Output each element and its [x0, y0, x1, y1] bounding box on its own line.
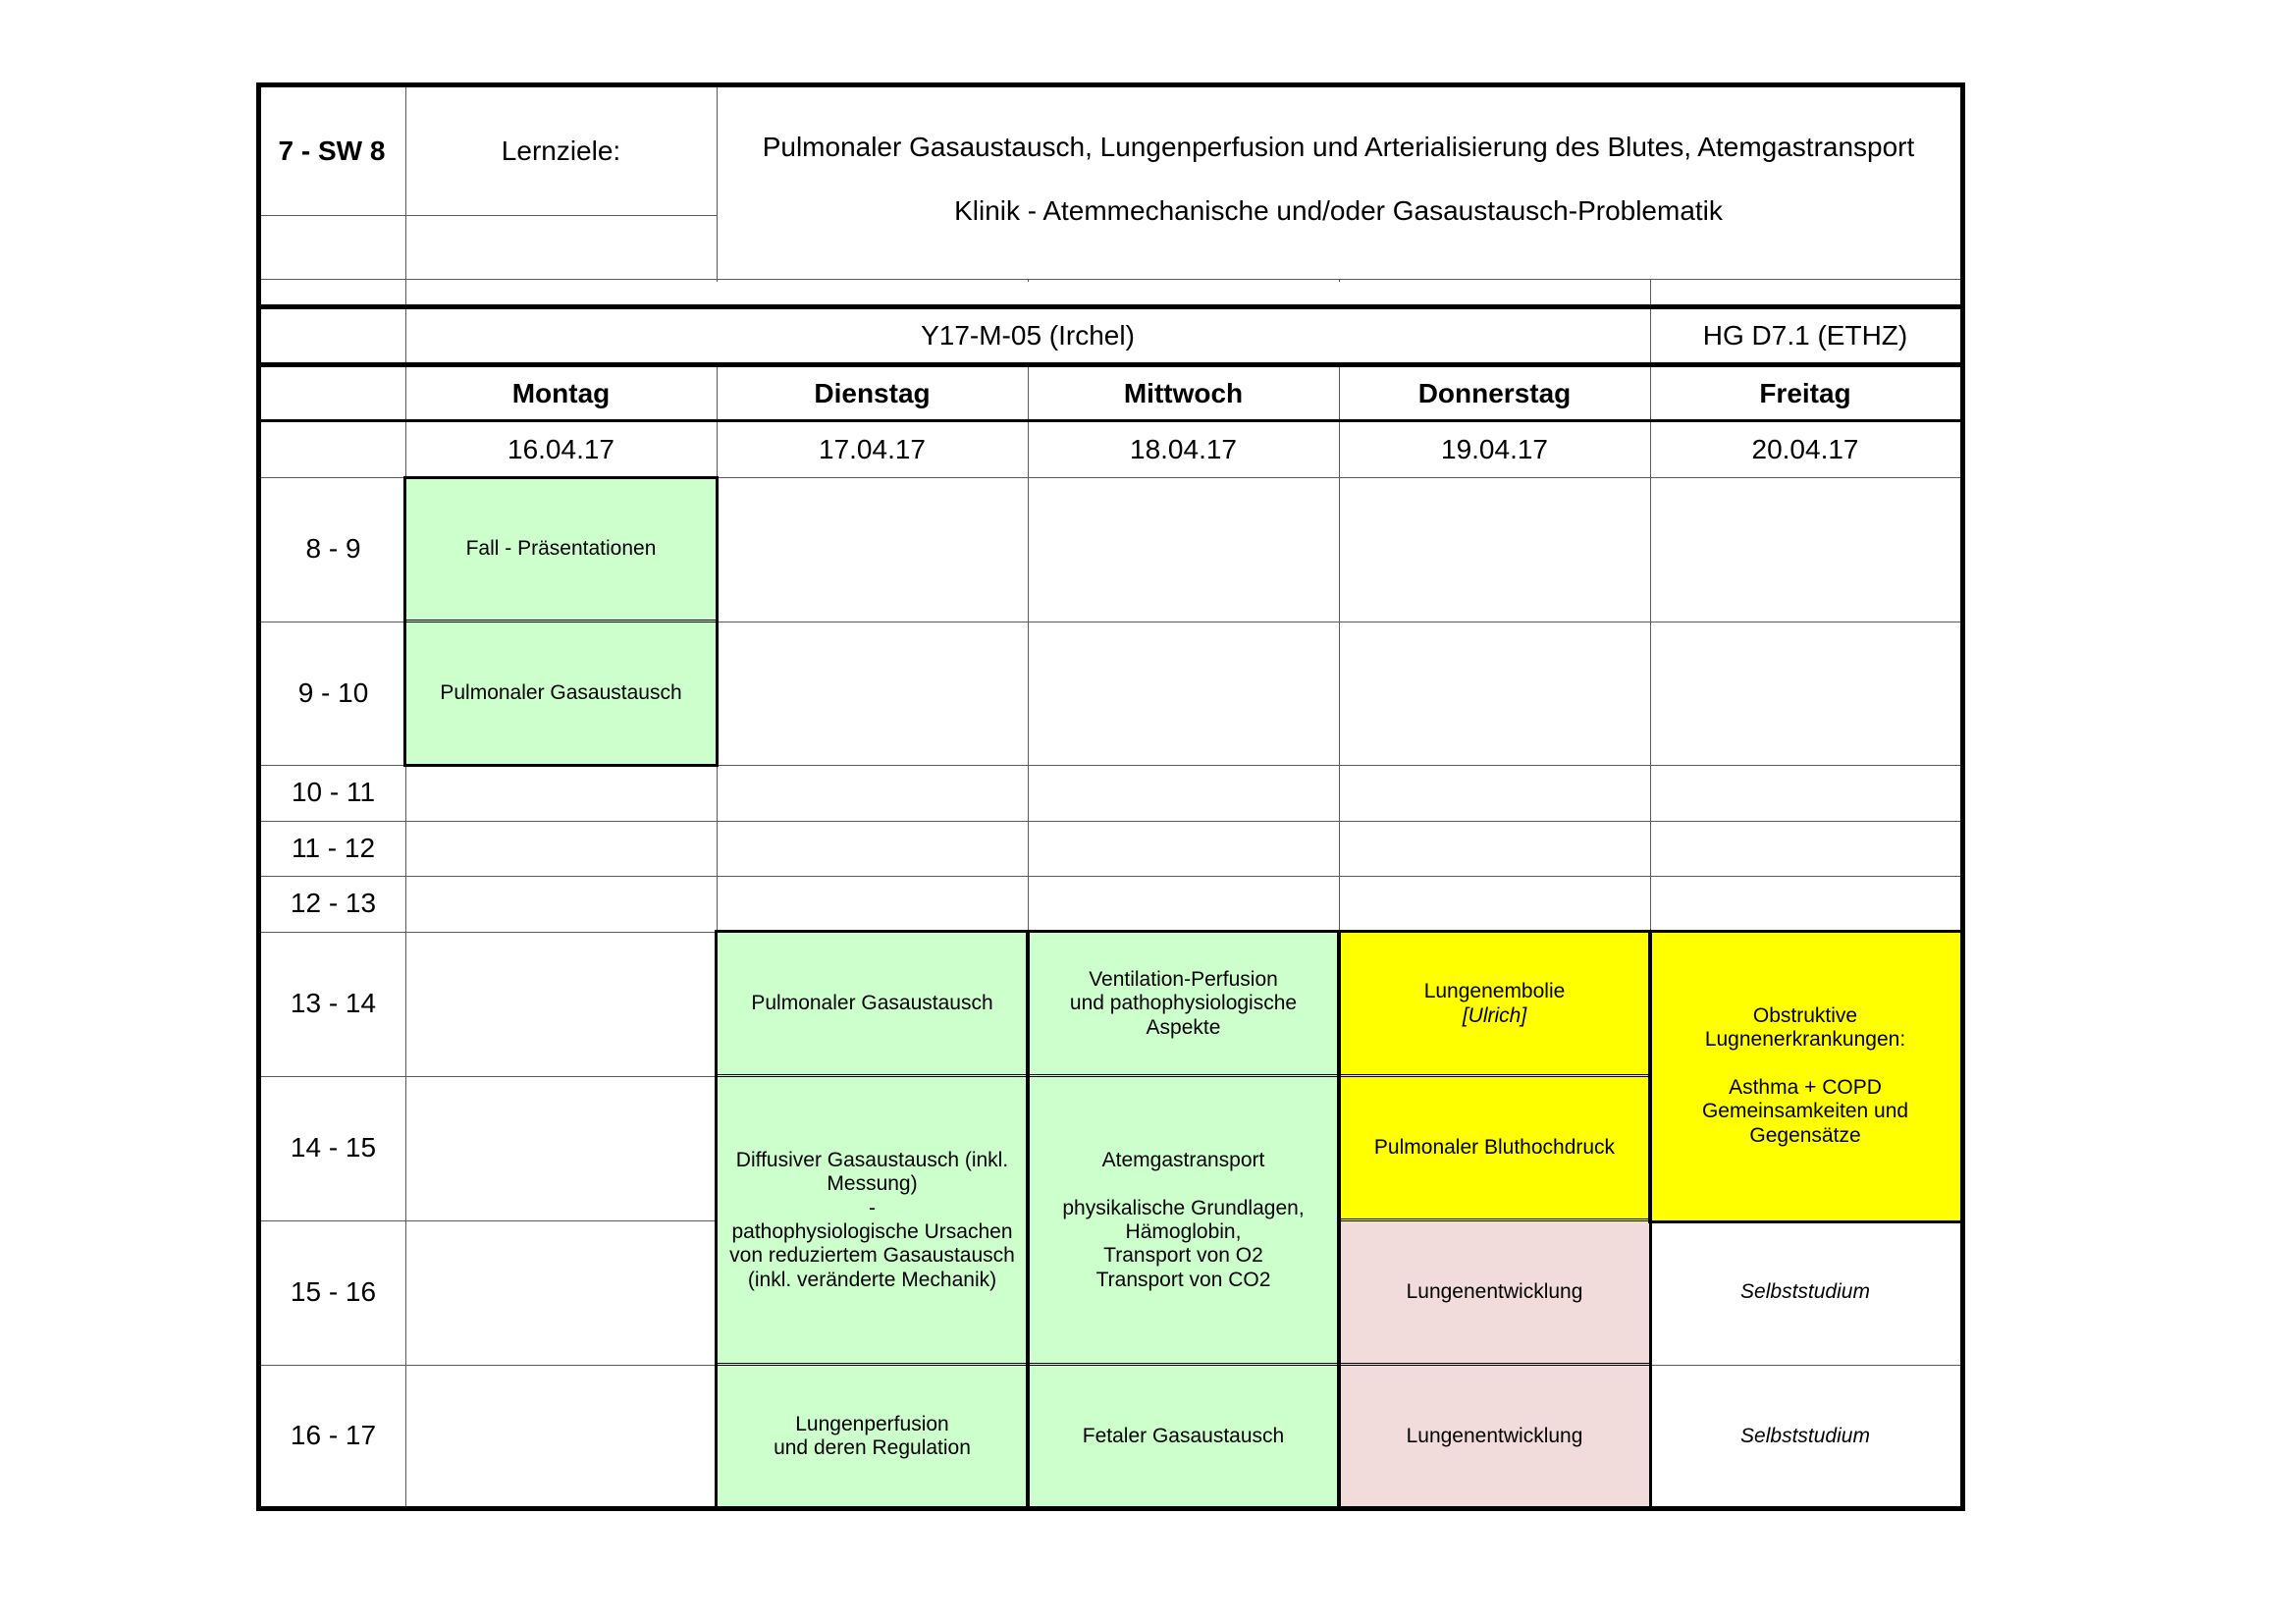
date-donnerstag: 19.04.17: [1441, 433, 1548, 464]
event-do-13-person: [Ulrich]: [1462, 1003, 1527, 1027]
event-mo-8-9: Fall - Präsentationen: [405, 477, 717, 622]
event-di-16-17: Lungenperfusion und deren Regulation: [717, 1365, 1028, 1508]
event-di-14-16: Diffusiver Gasaustausch (inkl. Messung) - pathophysiologische Ursachen von reduziertem Gasaustausch (inkl. veränderte Mechanik): [717, 1076, 1028, 1365]
day-name-mittwoch: Mittwoch: [1123, 377, 1244, 408]
date-montag: 16.04.17: [507, 433, 614, 464]
day-name-freitag: Freitag: [1759, 377, 1851, 408]
event-do-16-17: Lungenentwicklung: [1339, 1365, 1650, 1508]
time-11-12: 11 - 12: [291, 832, 376, 863]
event-fr-13-15: Obstruktive Lugnenerkrankungen: Asthma + COPD Gemeinsamkeiten und Gegensätze: [1650, 932, 1960, 1220]
event-mi-16-17: Fetaler Gasaustausch: [1028, 1365, 1339, 1508]
event-fr-16-17: Selbststudium: [1740, 1424, 1870, 1447]
event-mi-14-16: Atemgastransport physikalische Grundlagen, Hämoglobin, Transport von O2 Transport von CO2: [1028, 1076, 1339, 1365]
time-16-17: 16 - 17: [290, 1419, 377, 1450]
day-name-donnerstag: Donnerstag: [1417, 377, 1572, 408]
lernziele-line-1: Pulmonaler Gasaustausch, Lungenperfusion und Arterialisierung des Blutes, Atemgastransport: [762, 131, 1915, 162]
room-irchel: Y17-M-05 (Irchel): [921, 319, 1135, 351]
event-do-15-16: Lungenentwicklung: [1339, 1220, 1650, 1365]
event-mi-13-14: Ventilation-Perfusion und pathophysiologische Aspekte: [1028, 932, 1339, 1076]
time-14-15: 14 - 15: [290, 1132, 377, 1163]
date-dienstag: 17.04.17: [819, 433, 926, 464]
time-13-14: 13 - 14: [290, 988, 377, 1019]
lernziele-label: Lernziele:: [501, 135, 621, 166]
date-mittwoch: 18.04.17: [1130, 433, 1237, 464]
event-di-13-14: Pulmonaler Gasaustausch: [717, 932, 1028, 1076]
lernziele-line-2: Klinik - Atemmechanische und/oder Gasaustausch-Problematik: [954, 194, 1723, 226]
event-fr-15-16: Selbststudium: [1740, 1280, 1870, 1304]
time-10-11: 10 - 11: [291, 777, 376, 808]
room-ethz: HG D7.1 (ETHZ): [1702, 319, 1908, 351]
event-mo-9-10: Pulmonaler Gasaustausch: [405, 622, 717, 765]
time-15-16: 15 - 16: [290, 1276, 377, 1308]
event-do-14-15: Pulmonaler Bluthochdruck: [1339, 1076, 1650, 1220]
day-name-dienstag: Dienstag: [814, 377, 931, 408]
week-label: 7 - SW 8: [278, 135, 386, 166]
time-12-13: 12 - 13: [290, 888, 377, 919]
day-name-montag: Montag: [511, 377, 611, 408]
event-do-13-title: Lungenembolie: [1423, 980, 1566, 1003]
time-8-9: 8 - 9: [305, 533, 361, 565]
time-9-10: 9 - 10: [297, 676, 369, 708]
date-freitag: 20.04.17: [1751, 433, 1859, 464]
